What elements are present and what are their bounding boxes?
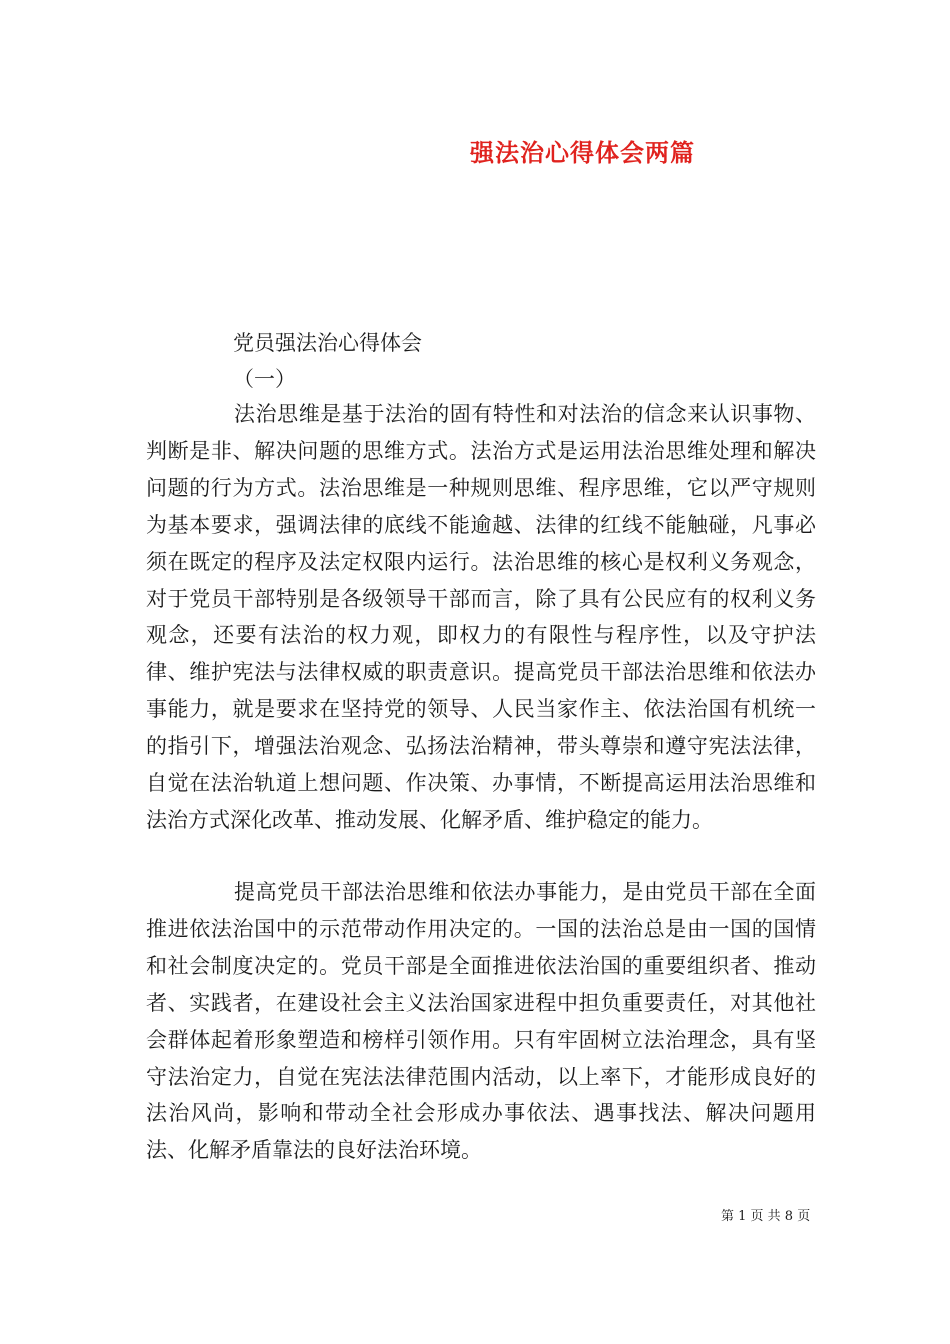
paragraph-1: 法治思维是基于法治的固有特性和对法治的信念来认识事物、判断是非、解决问题的思维方式。法治方式是运用法治思维处理和解决问题的行为方式。法治思维是一种规则思维、程序思维，它以严守规则为基本要求，强调法律的底线不能逾越、法律的红线不能触碰，凡事必须在既定的程序及法定权限内运行。法治思维的核心是权利义务观念，对于党员干部特别是各级领导干部而言，除了具有公民应有的权利义务观念，还要有法治的权力观，即权力的有限性与程序性，以及守护法律、维护宪法与法律权威的职责意识。提高党员干部法治思维和依法办事能力，就是要求在坚持党的领导、人民当家作主、依法治国有机统一的指引下，增强法治观念、弘扬法治精神，带头尊崇和遵守宪法法律，自觉在法治轨道上想问题、作决策、办事情，不断提高运用法治思维和法治方式深化改革、推动发展、化解矛盾、维护稳定的能力。 — [146, 402, 816, 832]
paragraph-2: 提高党员干部法治思维和依法办事能力，是由党员干部在全面推进依法治国中的示范带动作用决定的。一国的法治总是由一国的国情和社会制度决定的。党员干部是全面推进依法治国的重要组织者、推动者、实践者，在建设社会主义法治国家进程中担负重要责任，对其他社会群体起着形象塑造和榜样引领作用。只有牢固树立法治理念，具有坚守法治定力，自觉在宪法法律范围内活动，以上率下，才能形成良好的法治风尚，影响和带动全社会形成办事依法、遇事找法、解决问题用法、化解矛盾靠法的良好法治环境。 — [146, 880, 816, 1163]
section-number: （一） — [233, 367, 296, 391]
page-number-footer: 第 1 页 共 8 页 — [721, 1209, 811, 1224]
document-title: 强法治心得体会两篇 — [470, 138, 695, 167]
section-title: 党员强法治心得体会 — [233, 331, 422, 355]
